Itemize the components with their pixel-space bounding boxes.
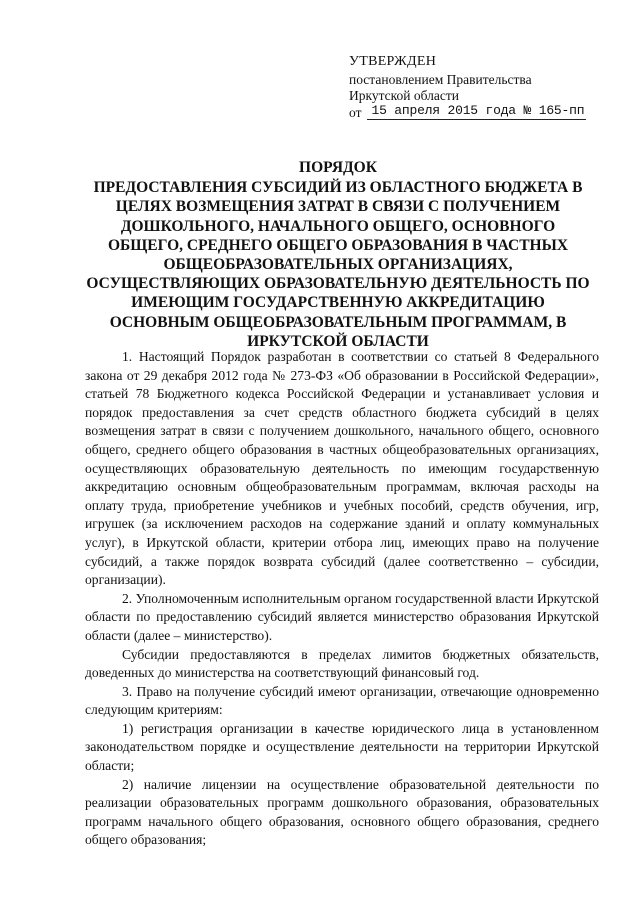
document-body xyxy=(85,348,599,850)
paragraph-2: 2. Уполномоченным исполнительным органом государственной власти Иркутской области по предоставлению субсидий является министерство образования Иркутской области (далее – министерство). xyxy=(85,590,599,643)
approval-line-2: Иркутской области xyxy=(349,88,460,103)
paragraph-1: 1. Настоящий Порядок разработан в соответствии со статьей 8 Федерального закона от 29 декабря 2012 года № 273-ФЗ «Об образовании в Российской Федерации», статьей 78 Бюджетного кодекса Российской Федерации и устанавливает условия и порядок предоставления за счет средств областного бюджета субсидий в целях возмещения затрат в связи с получением дошкольного, начального общего, основного общего, среднего общего образования в частных общеобразовательных организациях, осуществляющих образовательную деятельность по имеющим государственную аккредитацию основным общеобразовательным программам, включая расходы на оплату труда, приобретение учебников и учебных пособий, средств обучения, игр, игрушек (за исключением расходов на содержание зданий и оплату коммунальных услуг), в Иркутской области, критерии отбора лиц, имеющих право на получение субсидий, а также порядок возврата субсидий (далее соответственно – субсидии, организации). xyxy=(85,349,599,588)
paragraph-3-item-2: 2) наличие лицензии на осуществление образовательной деятельности по реализации образовательных программ дошкольного образования, образовательных программ начального общего образования, основного общего образования, среднего общего образования; xyxy=(85,776,599,848)
title-line: ИМЕЮЩИМ ГОСУДАРСТВЕННУЮ АККРЕДИТАЦИЮ xyxy=(131,294,545,312)
title-line: ОСНОВНЫМ ОБЩЕОБРАЗОВАТЕЛЬНЫМ ПРОГРАММАМ, В xyxy=(109,313,567,331)
title-line: ПРЕДОСТАВЛЕНИЯ СУБСИДИЙ ИЗ ОБЛАСТНОГО БЮДЖЕТА В xyxy=(93,179,583,197)
title-line: ДОШКОЛЬНОГО, НАЧАЛЬНОГО ОБЩЕГО, ОСНОВНОГО xyxy=(120,217,556,235)
title-main: ПОРЯДОК xyxy=(299,159,377,176)
title-line: ОСУЩЕСТВЛЯЮЩИХ ОБРАЗОВАТЕЛЬНУЮ ДЕЯТЕЛЬНОСТЬ ПО xyxy=(86,275,590,293)
approved-heading: УТВЕРЖДЕН xyxy=(349,54,437,69)
document-title xyxy=(78,158,598,351)
title-line: ОБЩЕОБРАЗОВАТЕЛЬНЫХ ОРГАНИЗАЦИЯХ, xyxy=(163,256,513,274)
title-line: ИРКУТСКОЙ ОБЛАСТИ xyxy=(247,332,429,350)
date-value: 15 апреля 2015 года № 165-пп xyxy=(367,103,586,121)
paragraph-2-subsidies: Субсидии предоставляются в пределах лимитов бюджетных обязательств, доведенных до министерства на соответствующий финансовый год. xyxy=(85,646,599,681)
approval-line-1: постановлением Правительства xyxy=(349,71,532,87)
date-prefix: от xyxy=(349,104,362,120)
title-line: ОБЩЕГО, СРЕДНЕГО ОБЩЕГО ОБРАЗОВАНИЯ В ЧАСТНЫХ xyxy=(107,236,569,254)
title-line: ЦЕЛЯХ ВОЗМЕЩЕНИЯ ЗАТРАТ В СВЯЗИ С ПОЛУЧЕНИЕМ xyxy=(115,198,561,216)
paragraph-3: 3. Право на получение субсидий имеют организации, отвечающие одновременно следующим критериям: xyxy=(85,683,599,718)
approval-date-line xyxy=(349,102,619,124)
approval-block xyxy=(349,54,619,123)
paragraph-3-item-1: 1) регистрация организации в качестве юридического лица в установленном законодательством порядке и осуществление деятельности на территории Иркутской области; xyxy=(85,720,599,774)
